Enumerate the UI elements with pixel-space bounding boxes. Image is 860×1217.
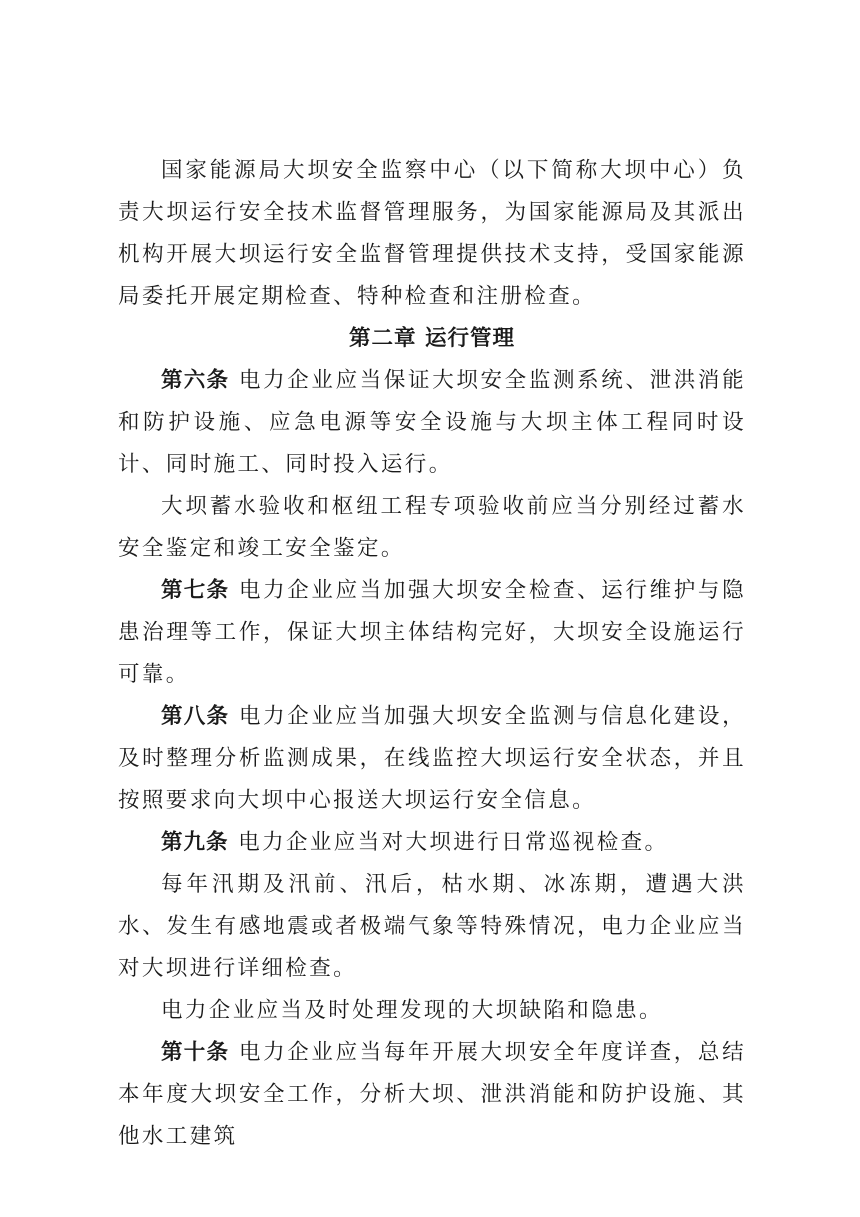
paragraph-text: 大坝蓄水验收和枢纽工程专项验收前应当分别经过蓄水安全鉴定和竣工安全鉴定。 <box>118 494 746 561</box>
paragraph-defect-handling <box>118 990 746 1032</box>
article-number: 第六条 <box>161 368 230 393</box>
article-text: 电力企业应当加强大坝安全检查、运行维护与隐患治理等工作，保证大坝主体结构完好，大坝安全设施运行可靠。 <box>118 578 746 687</box>
article-text: 电力企业应当保证大坝安全监测系统、泄洪消能和防护设施、应急电源等安全设施与大坝主体工程同时设计、同时施工、同时投入运行。 <box>118 368 746 477</box>
article-number: 第八条 <box>161 704 230 729</box>
paragraph-text: 电力企业应当及时处理发现的大坝缺陷和隐患。 <box>161 998 663 1023</box>
chapter-title: 第二章 运行管理 <box>349 326 515 351</box>
article-8 <box>118 696 746 822</box>
article-text: 电力企业应当加强大坝安全监测与信息化建设，及时整理分析监测成果，在线监控大坝运行安全状态，并且按照要求向大坝中心报送大坝运行安全信息。 <box>118 704 746 813</box>
paragraph-text: 国家能源局大坝安全监察中心（以下简称大坝中心）负责大坝运行安全技术监督管理服务，为国家能源局及其派出机构开展大坝运行安全监督管理提供技术支持，受国家能源局委托开展定期检查、特种检查和注册检查。 <box>118 158 746 309</box>
article-6 <box>118 360 746 486</box>
document-body <box>118 150 746 1158</box>
article-10 <box>118 1032 746 1158</box>
paragraph-special-inspection <box>118 864 746 990</box>
article-number: 第十条 <box>161 1040 230 1065</box>
paragraph-text: 每年汛期及汛前、汛后，枯水期、冰冻期，遭遇大洪水、发生有感地震或者极端气象等特殊情况，电力企业应当对大坝进行详细检查。 <box>118 872 746 981</box>
article-number: 第九条 <box>161 830 229 855</box>
paragraph-dam-center-duties <box>118 150 746 318</box>
paragraph-acceptance <box>118 486 746 570</box>
article-number: 第七条 <box>161 578 230 603</box>
article-text: 电力企业应当对大坝进行日常巡视检查。 <box>238 830 669 855</box>
article-text: 电力企业应当每年开展大坝安全年度详查，总结本年度大坝安全工作，分析大坝、泄洪消能和防护设施、其他水工建筑 <box>118 1040 746 1149</box>
article-7 <box>118 570 746 696</box>
article-9 <box>118 822 746 864</box>
chapter-heading <box>118 318 746 360</box>
